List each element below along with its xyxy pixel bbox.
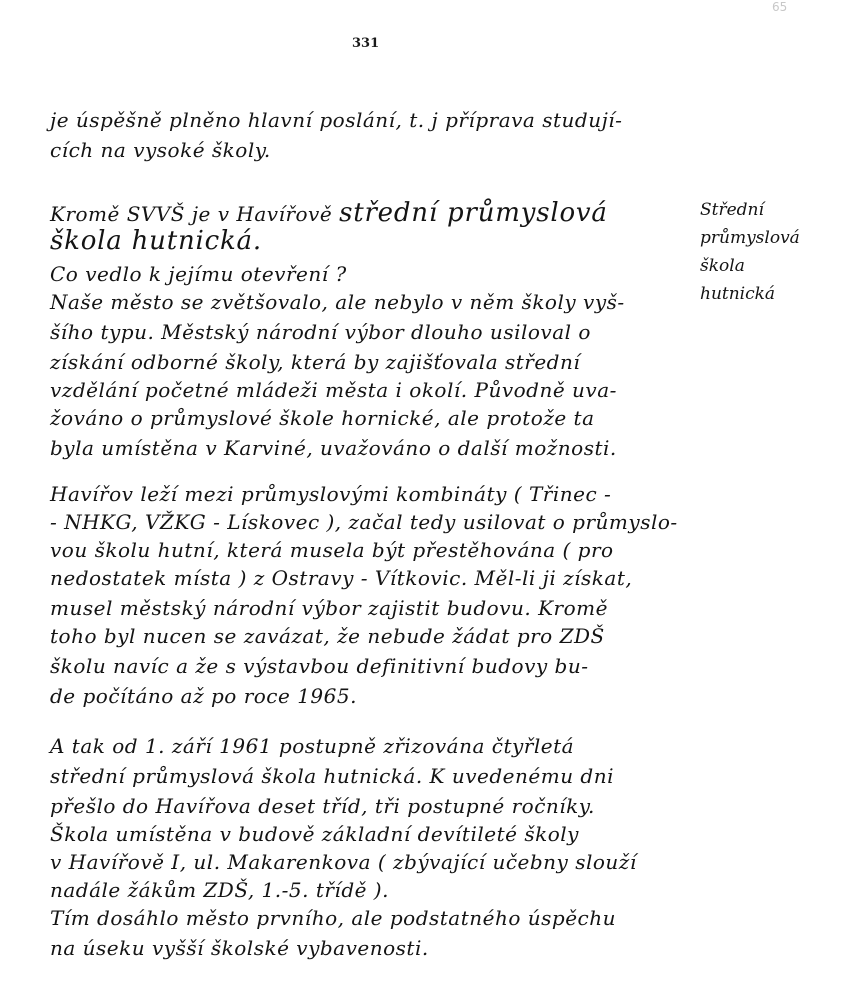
p2-line-4: získání odborné školy, která by zajišťovala střední [50,350,581,374]
p1-line-1: je úspěšně plněno hlavní poslání, t. j příprava studují- [50,108,623,132]
p3-line-5: musel městský národní výbor zajistit budovu. Kromě [50,596,608,620]
p2-line-2: Naše město se zvětšovalo, ale nebylo v něm školy vyš- [50,290,625,314]
margin-note-line-4: hutnická [700,284,776,304]
p3-line-3: vou školu hutní, která musela být přestěhována ( pro [50,538,614,562]
p3-line-7: školu navíc a že s výstavbou definitivní budovy bu- [50,654,589,678]
p4-line-5: v Havířově I, ul. Makarenkova ( zbývající učebny slouží [50,850,637,874]
p3-line-8: de počítáno až po roce 1965. [50,684,357,708]
p4-line-7: Tím dosáhlo město prvního, ale podstatného úspěchu [50,906,617,930]
p4-line-3: přešlo do Havířova deset tříd, tři postupné ročníky. [50,794,595,818]
p2-line-3: šího typu. Městský národní výbor dlouho usiloval o [50,320,591,344]
p4-line-6: nadále žákům ZDŠ, 1.-5. třídě ). [50,878,389,902]
p4-line-8: na úseku vyšší školské vybavenosti. [50,936,429,960]
p1-line-2: cích na vysoké školy. [50,138,271,162]
p4-line-2: střední průmyslová škola hutnická. K uvedenému dni [50,764,615,788]
page-number: 331 [352,36,380,51]
margin-note-line-3: škola [700,256,745,276]
margin-note-line-1: Střední [700,200,764,220]
p2-heading-line-1 [50,198,608,228]
p3-line-6: toho byl nucen se zavázat, že nebude žádat pro ZDŠ [50,624,605,648]
corner-page-mark: 65 [772,0,788,14]
p4-line-1: A tak od 1. září 1961 postupně zřizována čtyřletá [50,734,575,758]
p2-line-1: Co vedlo k jejímu otevření ? [50,262,347,286]
p4-line-4: Škola umístěna v budově základní devítileté školy [50,822,579,846]
p3-line-4: nedostatek místa ) z Ostravy - Vítkovic. Měl-li ji získat, [50,566,633,590]
margin-note-line-2: průmyslová [700,228,800,248]
p2-line-7: byla umístěna v Karviné, uvažováno o další možnosti. [50,436,617,460]
margin-note [700,196,800,308]
p3-line-2: - NHKG, VŽKG - Lískovec ), začal tedy usilovat o průmyslo- [50,510,678,534]
p2-heading-prefix: Kromě SVVŠ je v Havířově [50,202,340,226]
p3-line-1: Havířov leží mezi průmyslovými kombináty ( Třinec - [50,482,612,506]
p2-line-5: vzdělání početné mládeži města i okolí. Původně uva- [50,378,617,402]
p2-heading-emphasis-2: škola hutnická. [50,226,262,256]
p2-heading-emphasis-1: střední průmyslová [339,198,608,228]
p2-line-6: žováno o průmyslové škole hornické, ale protože ta [50,406,595,430]
